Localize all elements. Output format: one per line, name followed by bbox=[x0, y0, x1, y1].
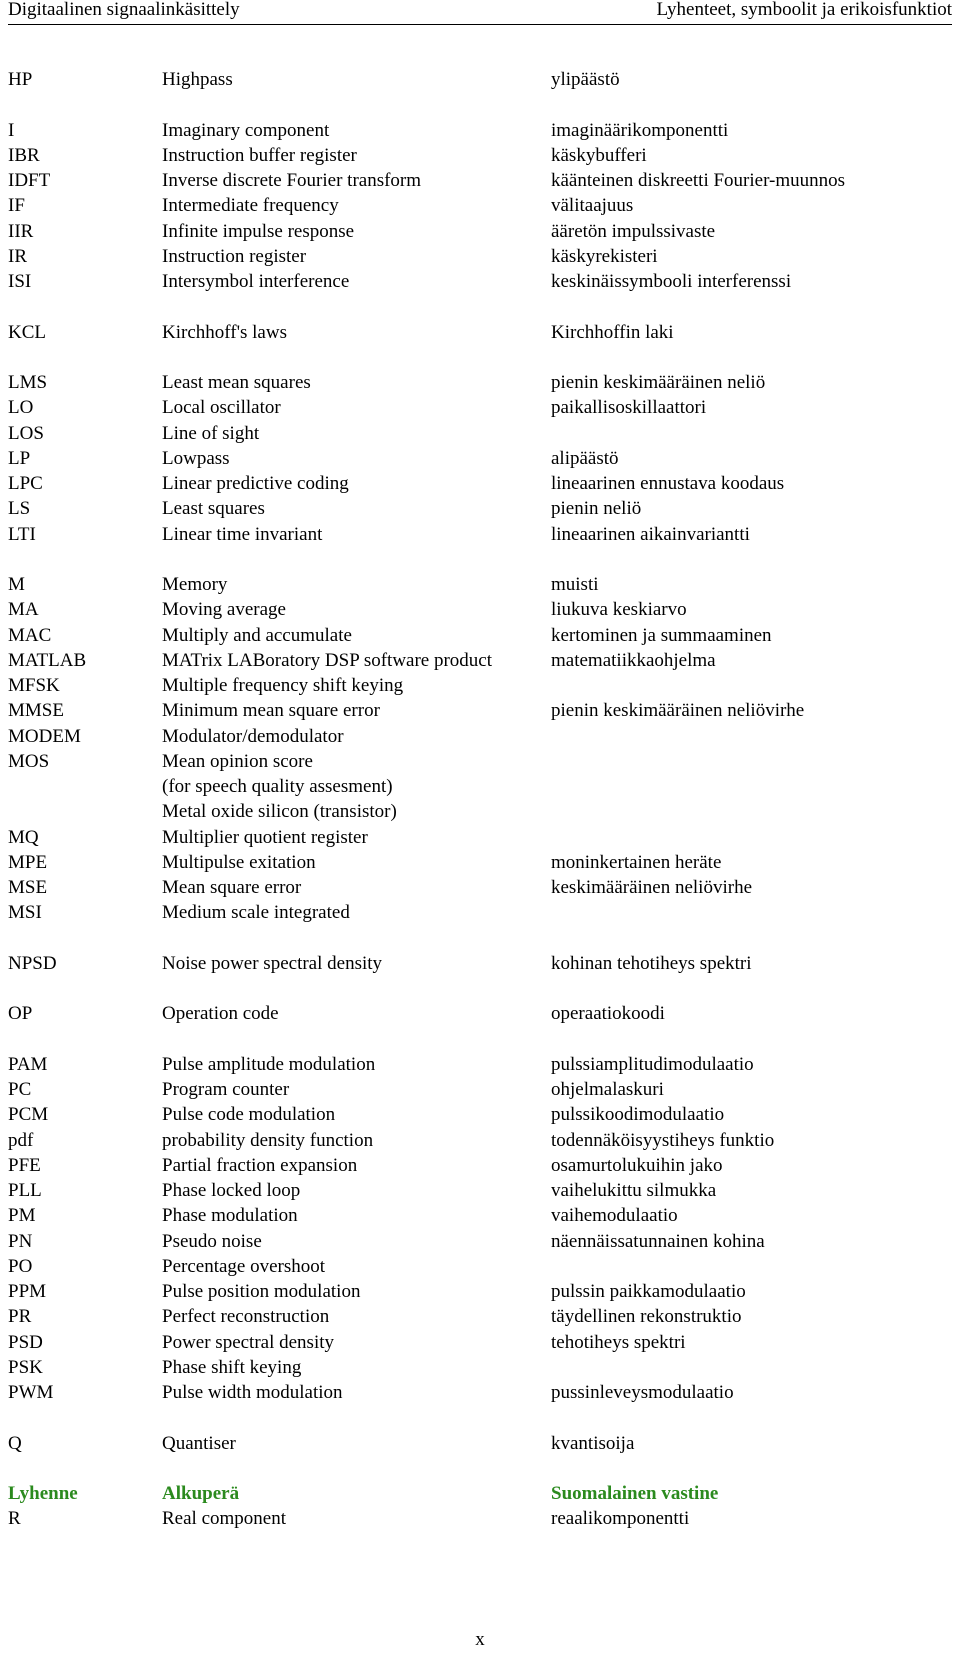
abbreviation-row bbox=[0, 143, 960, 168]
abbreviation-cell: MSE bbox=[8, 877, 48, 898]
abbreviation-row bbox=[0, 825, 960, 850]
abbreviation-cell: PWM bbox=[8, 1382, 54, 1403]
original-term-cell: Highpass bbox=[162, 69, 233, 90]
abbreviation-cell: MODEM bbox=[8, 725, 81, 747]
original-term-cell: Instruction buffer register bbox=[162, 144, 357, 166]
abbreviation-row bbox=[0, 1102, 960, 1127]
abbreviation-cell: PM bbox=[8, 1205, 36, 1227]
abbreviation-row bbox=[0, 1001, 960, 1026]
finnish-term-cell: ohjelmalaskuri bbox=[551, 1079, 664, 1100]
abbreviation-row bbox=[0, 471, 960, 496]
abbreviation-cell: IIR bbox=[8, 220, 34, 242]
finnish-term-cell: ääretön impulssivaste bbox=[551, 220, 716, 242]
abbreviation-cell: LMS bbox=[8, 372, 48, 393]
abbreviation-row bbox=[0, 67, 960, 92]
original-term-cell: Line of sight bbox=[162, 422, 260, 444]
original-term-cell: Mean opinion score bbox=[162, 750, 313, 772]
finnish-term-cell: imaginäärikomponentti bbox=[551, 119, 729, 141]
abbreviation-row bbox=[0, 1506, 960, 1531]
finnish-term-cell: operaatiokoodi bbox=[551, 1003, 665, 1025]
abbreviation-row bbox=[0, 395, 960, 420]
abbreviation-row bbox=[0, 1052, 960, 1077]
abbreviation-cell: PFE bbox=[8, 1154, 41, 1176]
finnish-term-cell: pulssikoodimodulaatio bbox=[551, 1104, 725, 1126]
original-term-cell: Pulse amplitude modulation bbox=[162, 1053, 376, 1075]
finnish-term-cell: todennäköisyystiheys funktio bbox=[551, 1129, 775, 1151]
finnish-term-cell: Kirchhoffin laki bbox=[551, 321, 674, 343]
abbreviation-cell: pdf bbox=[8, 1129, 34, 1151]
abbreviation-row bbox=[0, 1077, 960, 1102]
abbreviation-cell: MA bbox=[8, 599, 39, 621]
abbreviation-cell: MOS bbox=[8, 750, 50, 772]
original-term-cell: Intersymbol interference bbox=[162, 271, 350, 292]
abbreviation-cell: M bbox=[8, 574, 25, 595]
original-term-cell: Modulator/demodulator bbox=[162, 725, 344, 747]
abbreviation-cell: PC bbox=[8, 1079, 32, 1100]
finnish-term-cell: ylipäästö bbox=[551, 69, 620, 90]
abbreviation-row bbox=[0, 522, 960, 547]
abbreviation-cell: LPC bbox=[8, 473, 43, 494]
abbreviation-cell: PR bbox=[8, 1306, 32, 1328]
abbreviation-cell: HP bbox=[8, 69, 33, 90]
abbreviation-cell: KCL bbox=[8, 321, 46, 343]
abbreviation-row bbox=[0, 648, 960, 673]
finnish-term-cell: pienin keskimääräinen neliövirhe bbox=[551, 700, 805, 722]
abbreviation-cell: LOS bbox=[8, 422, 44, 444]
original-term-cell: MATrix LABoratory DSP software product bbox=[162, 649, 493, 671]
row-spacer bbox=[0, 1027, 960, 1052]
abbreviation-cell: MFSK bbox=[8, 675, 60, 696]
finnish-term-cell: kohinan tehotiheys spektri bbox=[551, 952, 752, 974]
abbreviation-cell: PO bbox=[8, 1255, 33, 1277]
finnish-term-cell: Suomalainen vastine bbox=[551, 1483, 719, 1504]
abbreviation-row bbox=[0, 597, 960, 622]
original-term-cell: Linear time invariant bbox=[162, 523, 323, 545]
original-term-cell: Partial fraction expansion bbox=[162, 1154, 358, 1176]
original-term-cell: Operation code bbox=[162, 1003, 279, 1025]
abbreviation-cell: NPSD bbox=[8, 952, 57, 974]
abbreviation-row bbox=[0, 850, 960, 875]
abbreviation-cell: PSK bbox=[8, 1356, 43, 1378]
abbreviation-cell: PSD bbox=[8, 1331, 43, 1353]
original-term-cell: Mean square error bbox=[162, 877, 302, 898]
abbreviation-cell: Lyhenne bbox=[8, 1483, 78, 1504]
original-term-cell: Pulse width modulation bbox=[162, 1382, 343, 1403]
abbreviation-cell: MQ bbox=[8, 826, 39, 848]
finnish-term-cell: matematiikkaohjelma bbox=[551, 649, 716, 671]
page-number: x bbox=[475, 1629, 485, 1650]
finnish-term-cell: kertominen ja summaaminen bbox=[551, 624, 772, 646]
abbreviation-cell: PAM bbox=[8, 1053, 48, 1075]
original-term-cell: Instruction register bbox=[162, 245, 307, 267]
abbreviation-row bbox=[0, 1355, 960, 1380]
finnish-term-cell: alipäästö bbox=[551, 447, 619, 469]
abbreviation-row bbox=[0, 193, 960, 218]
original-term-cell: Multiple frequency shift keying bbox=[162, 675, 404, 696]
abbreviation-row bbox=[0, 118, 960, 143]
abbreviation-row bbox=[0, 496, 960, 521]
abbreviation-row bbox=[0, 1330, 960, 1355]
original-term-cell: Pseudo noise bbox=[162, 1230, 262, 1252]
abbreviation-list bbox=[0, 67, 960, 1532]
abbreviation-row bbox=[0, 1304, 960, 1329]
original-term-cell: Intermediate frequency bbox=[162, 195, 339, 217]
abbreviation-row bbox=[0, 1254, 960, 1279]
finnish-term-cell: lineaarinen aikainvariantti bbox=[551, 523, 750, 545]
abbreviation-row bbox=[0, 421, 960, 446]
abbreviation-cell: Q bbox=[8, 1432, 22, 1454]
row-spacer bbox=[0, 92, 960, 117]
original-term-cell: Phase locked loop bbox=[162, 1180, 301, 1201]
original-term-cell: Least mean squares bbox=[162, 372, 311, 393]
row-spacer bbox=[0, 1456, 960, 1481]
abbreviation-cell: IF bbox=[8, 195, 25, 217]
abbreviation-row bbox=[0, 320, 960, 345]
abbreviation-row bbox=[0, 370, 960, 395]
original-term-cell: Pulse code modulation bbox=[162, 1104, 336, 1126]
original-term-cell: Minimum mean square error bbox=[162, 700, 380, 722]
abbreviation-row bbox=[0, 900, 960, 925]
finnish-term-cell: vaihemodulaatio bbox=[551, 1205, 678, 1227]
row-spacer bbox=[0, 926, 960, 951]
original-term-cell: Lowpass bbox=[162, 447, 230, 469]
row-spacer bbox=[0, 294, 960, 319]
finnish-term-cell: käskyrekisteri bbox=[551, 245, 658, 267]
abbreviation-row bbox=[0, 1279, 960, 1304]
finnish-term-cell: reaalikomponentti bbox=[551, 1508, 690, 1530]
abbreviation-row bbox=[0, 1229, 960, 1254]
abbreviation-cell: LP bbox=[8, 447, 31, 469]
abbreviation-row bbox=[0, 244, 960, 269]
finnish-term-cell: täydellinen rekonstruktio bbox=[551, 1306, 742, 1328]
abbreviation-cell: PN bbox=[8, 1230, 33, 1252]
abbreviation-row bbox=[0, 698, 960, 723]
original-term-cell: Imaginary component bbox=[162, 119, 330, 141]
original-term-cell: probability density function bbox=[162, 1129, 374, 1151]
finnish-term-cell: moninkertainen heräte bbox=[551, 851, 722, 873]
abbreviation-row bbox=[0, 1431, 960, 1456]
abbreviation-row bbox=[0, 1380, 960, 1405]
original-term-cell: Medium scale integrated bbox=[162, 902, 350, 924]
finnish-term-cell: käänteinen diskreetti Fourier-muunnos bbox=[551, 170, 846, 191]
original-term-cell: Real component bbox=[162, 1508, 286, 1530]
original-term-cell: (for speech quality assesment) bbox=[162, 776, 393, 797]
abbreviation-cell: LS bbox=[8, 498, 31, 520]
abbreviation-cell: I bbox=[8, 119, 15, 141]
finnish-term-cell: keskinäissymbooli interferenssi bbox=[551, 271, 792, 292]
header-title-right: Lyhenteet, symboolit ja erikoisfunktiot bbox=[656, 0, 952, 20]
original-term-cell: Alkuperä bbox=[162, 1483, 240, 1504]
original-term-cell: Kirchhoff's laws bbox=[162, 321, 287, 343]
row-spacer bbox=[0, 547, 960, 572]
finnish-term-cell: lineaarinen ennustava koodaus bbox=[551, 473, 785, 494]
abbreviation-row bbox=[0, 1153, 960, 1178]
finnish-term-cell: käskybufferi bbox=[551, 144, 647, 166]
row-spacer bbox=[0, 345, 960, 370]
finnish-term-cell: näennäissatunnainen kohina bbox=[551, 1230, 765, 1252]
original-term-cell: Infinite impulse response bbox=[162, 220, 355, 242]
abbreviation-row bbox=[0, 623, 960, 648]
abbreviation-row bbox=[0, 774, 960, 799]
finnish-term-cell: osamurtolukuihin jako bbox=[551, 1154, 723, 1176]
finnish-term-cell: pulssin paikkamodulaatio bbox=[551, 1281, 746, 1302]
abbreviation-cell: OP bbox=[8, 1003, 33, 1025]
original-term-cell: Phase modulation bbox=[162, 1205, 298, 1227]
original-term-cell: Local oscillator bbox=[162, 397, 281, 419]
abbreviation-cell: PCM bbox=[8, 1104, 49, 1126]
original-term-cell: Multipulse exitation bbox=[162, 851, 316, 873]
original-term-cell: Pulse position modulation bbox=[162, 1281, 361, 1302]
original-term-cell: Inverse discrete Fourier transform bbox=[162, 170, 422, 191]
finnish-term-cell: välitaajuus bbox=[551, 195, 634, 217]
abbreviation-cell: IR bbox=[8, 245, 27, 267]
abbreviation-row bbox=[0, 1128, 960, 1153]
original-term-cell: Multiplier quotient register bbox=[162, 826, 368, 848]
abbreviation-row bbox=[0, 724, 960, 749]
original-term-cell: Phase shift keying bbox=[162, 1356, 302, 1378]
finnish-term-cell: kvantisoija bbox=[551, 1432, 635, 1454]
abbreviation-cell: IDFT bbox=[8, 170, 51, 191]
row-spacer bbox=[0, 976, 960, 1001]
abbreviation-cell: LTI bbox=[8, 523, 36, 545]
abbreviation-cell: MMSE bbox=[8, 700, 64, 722]
original-term-cell: Linear predictive coding bbox=[162, 473, 349, 494]
finnish-term-cell: liukuva keskiarvo bbox=[551, 599, 687, 621]
row-spacer bbox=[0, 1405, 960, 1430]
original-term-cell: Moving average bbox=[162, 599, 286, 621]
original-term-cell: Least squares bbox=[162, 498, 265, 520]
original-term-cell: Program counter bbox=[162, 1079, 290, 1100]
abbreviation-row bbox=[0, 572, 960, 597]
finnish-term-cell: pienin neliö bbox=[551, 498, 642, 520]
original-term-cell: Noise power spectral density bbox=[162, 952, 383, 974]
abbreviation-row bbox=[0, 219, 960, 244]
abbreviation-row bbox=[0, 1203, 960, 1228]
abbreviation-row bbox=[0, 749, 960, 774]
finnish-term-cell: muisti bbox=[551, 574, 599, 595]
abbreviation-row bbox=[0, 799, 960, 824]
finnish-term-cell: paikallisoskillaattori bbox=[551, 397, 707, 419]
finnish-term-cell: vaihelukittu silmukka bbox=[551, 1180, 717, 1201]
abbreviation-cell: MAC bbox=[8, 624, 52, 646]
abbreviation-cell: PPM bbox=[8, 1281, 47, 1302]
abbreviation-cell: MSI bbox=[8, 902, 42, 924]
abbreviation-row bbox=[0, 875, 960, 900]
abbreviation-row bbox=[0, 446, 960, 471]
abbreviation-row bbox=[0, 673, 960, 698]
original-term-cell: Power spectral density bbox=[162, 1331, 335, 1353]
abbreviation-row bbox=[0, 1178, 960, 1203]
finnish-term-cell: pulssiamplitudimodulaatio bbox=[551, 1053, 754, 1075]
page-header bbox=[8, 0, 952, 25]
original-term-cell: Multiply and accumulate bbox=[162, 624, 352, 646]
abbreviation-cell: PLL bbox=[8, 1180, 42, 1201]
abbreviation-cell: MATLAB bbox=[8, 649, 87, 671]
abbreviation-cell: ISI bbox=[8, 271, 32, 292]
abbreviation-cell: MPE bbox=[8, 851, 48, 873]
original-term-cell: Memory bbox=[162, 574, 228, 595]
finnish-term-cell: keskimääräinen neliövirhe bbox=[551, 877, 753, 898]
header-title-left: Digitaalinen signaalinkäsittely bbox=[8, 0, 240, 20]
abbreviation-row bbox=[0, 951, 960, 976]
finnish-term-cell: tehotiheys spektri bbox=[551, 1331, 686, 1353]
abbreviation-row bbox=[0, 168, 960, 193]
finnish-term-cell: pienin keskimääräinen neliö bbox=[551, 372, 766, 393]
original-term-cell: Perfect reconstruction bbox=[162, 1306, 330, 1328]
abbreviation-cell: LO bbox=[8, 397, 34, 419]
abbreviation-cell: R bbox=[8, 1508, 21, 1530]
column-heading-row bbox=[0, 1481, 960, 1506]
original-term-cell: Quantiser bbox=[162, 1432, 236, 1454]
finnish-term-cell: pussinleveysmodulaatio bbox=[551, 1382, 734, 1403]
abbreviation-row bbox=[0, 269, 960, 294]
original-term-cell: Metal oxide silicon (transistor) bbox=[162, 801, 397, 823]
abbreviation-cell: IBR bbox=[8, 144, 40, 166]
original-term-cell: Percentage overshoot bbox=[162, 1255, 326, 1277]
